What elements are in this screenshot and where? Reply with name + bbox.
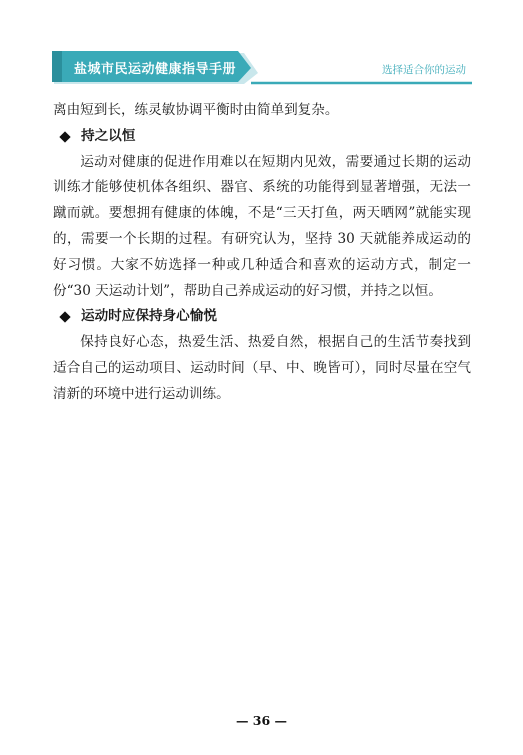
section-heading-mood [53, 304, 471, 330]
diamond-bullet-icon [59, 312, 70, 323]
paragraph-persistence: 运动对健康的促进作用难以在短期内见效，需要通过长期的运动训练才能够使机体各组织、器官、系统的功能得到显著增强，无法一蹴而就。要想拥有健康的体魄，不是“三天打鱼，两天晒网”就能实现的，需要一个长期的过程。有研究认为，坚持 30 天就能养成运动的好习惯。大家不妨选择一种或几种适合和喜欢的运动方式，制定一份“30 天运动计划”，帮助自己养成运动的好习惯，并持之以恒。 [53, 153, 471, 299]
diamond-bullet-icon [59, 131, 70, 142]
intro-line: 离由短到长，练灵敏协调平衡时由简单到复杂。 [53, 102, 339, 118]
page-body [53, 98, 471, 408]
running-header [52, 49, 472, 89]
header-band-accent [52, 51, 62, 82]
section-heading-text: 运动时应保持身心愉悦 [81, 308, 217, 325]
section-heading-persistence [53, 124, 471, 150]
paragraph-mood: 保持良好心态，热爱生活、热爱自然，根据自己的生活节奏找到适合自己的运动项目、运动时间（早、中、晚皆可），同时尽量在空气清新的环境中进行运动训练。 [53, 334, 471, 402]
chapter-title: 选择适合你的运动 [382, 64, 466, 76]
page-number: — 36 — [235, 713, 288, 728]
section-heading-text: 持之以恒 [81, 127, 136, 144]
handbook-title: 盐城市民运动健康指导手册 [74, 62, 237, 77]
